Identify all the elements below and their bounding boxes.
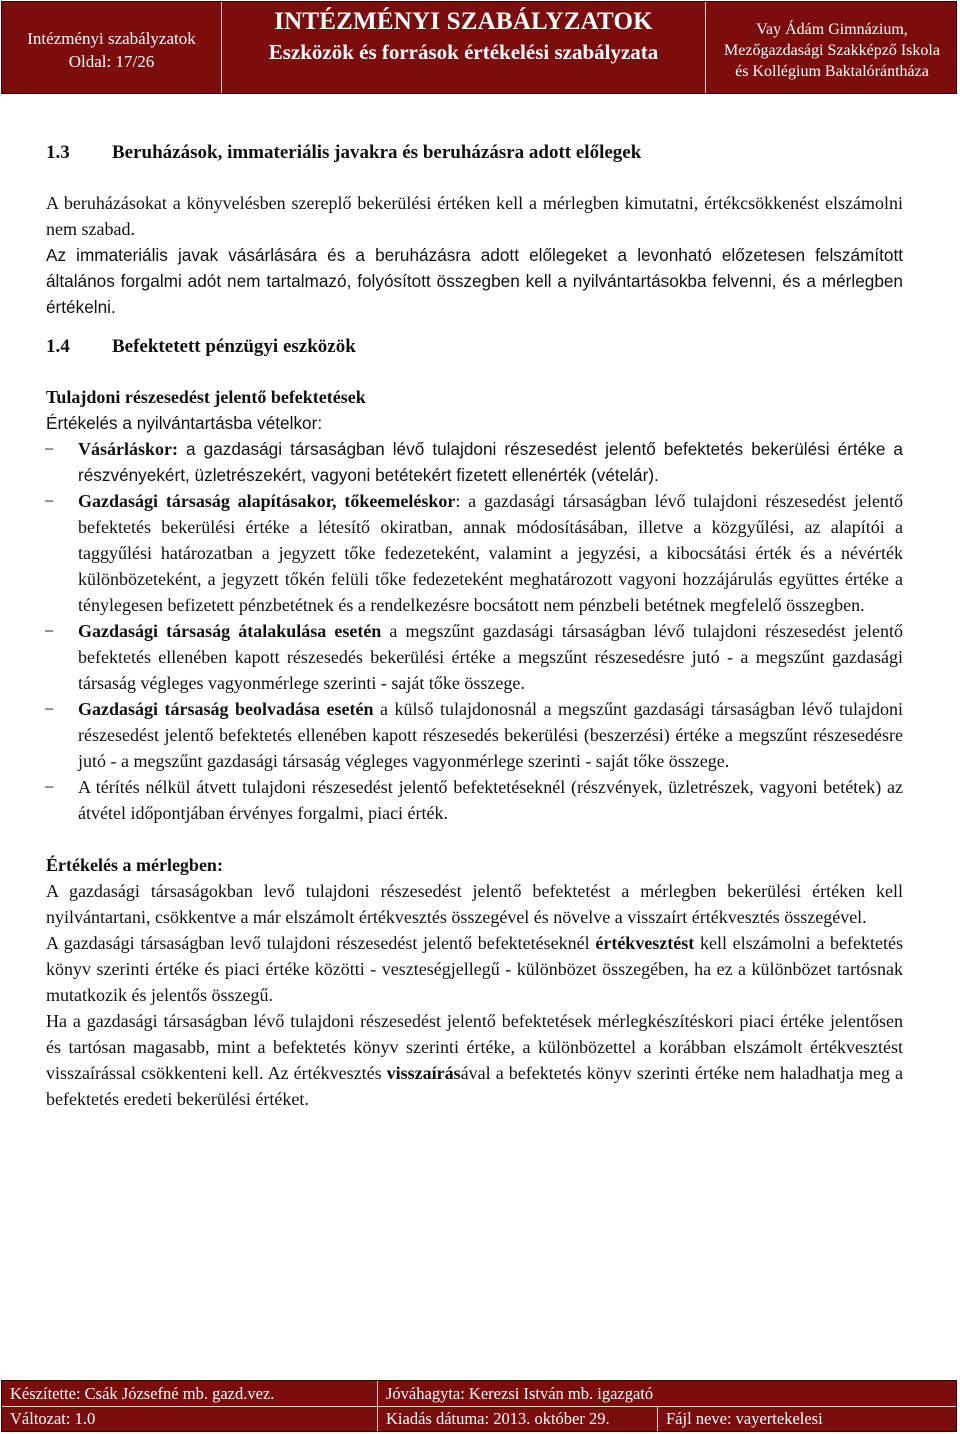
header-page-number: Oldal: 17/26 [68,52,155,71]
list-item [46,488,903,618]
list-item [46,436,903,488]
item-lead: Vásárláskor: [78,439,178,459]
footer-version: Változat: 1.0 [2,1406,378,1431]
item-text: a gazdasági társaságban lévő tulajdoni részesedést jelentő befektetés bekerülési értéke a részvényekért, üzletrészekért, vagyoni betétekért fizetett ellenérték (vételár). [78,439,903,485]
paragraph [46,930,903,1008]
emphasis: értékvesztést [595,933,695,953]
page-header [1,1,957,94]
header-institution-line2: Mezőgazdasági Szakképző Iskola [724,42,940,59]
dash-bullet: − [44,699,55,719]
section-heading-1-3 [46,140,903,166]
section-heading-1-4 [46,334,903,360]
dash-bullet: − [44,621,55,641]
emphasis: visszaírás [386,1063,461,1083]
item-lead: Gazdasági társaság beolvadása esetén [78,699,374,719]
paragraph-text: kell elszámolni a befektetés könyv szerinti értéke és piaci értéke közötti - veszteségjellegű - különbözet összegében, ha ez a különbözet tartósnak mutatkozik és jelentős összegű. [46,933,903,1005]
header-middle [222,2,706,93]
intro-line: Értékelés a nyilvántartásba vételkor: [46,413,323,433]
list-item [46,774,903,826]
paragraph-text: ával a befektetés könyv szerinti értéke nem haladhatja meg a befektetés eredeti bekerülési értéket. [46,1063,903,1109]
header-title: INTÉZMÉNYI SZABÁLYZATOK [274,8,653,35]
document-body [46,140,903,1112]
header-left [2,2,222,93]
page-footer [1,1380,957,1432]
item-lead: Gazdasági társaság alapításakor, tőkeemeléskor [78,491,456,511]
section-title: Befektetett pénzügyi eszközök [112,336,356,357]
header-doc-type: Intézményi szabályzatok [27,29,196,48]
dash-bullet: − [44,491,55,511]
header-right [706,2,958,93]
paragraph-text: Ha a gazdasági társaságban lévő tulajdoni részesedést jelentő befektetések mérlegkészítéskori piaci értéke jelentősen és tartósan magasabb, mint a befektetés könyv szerinti értéke, a különbözettel a korábban elszámolt értékvesztést visszaírással csökkenteni kell. Az értékvesztés [46,1011,903,1083]
footer-approved-by: Jóváhagyta: Kerezsi István mb. igazgató [386,1384,654,1403]
section-title: Beruházások, immateriális javakra és beruházásra adott előlegek [112,142,642,163]
list-item [46,696,903,774]
list-item [46,618,903,696]
section-number: 1.4 [46,336,70,357]
footer-file-name: Fájl neve: vayertekelesi [666,1409,823,1428]
paragraph: A beruházásokat a könyvelésben szereplő bekerülési értéken kell a mérlegben kimutatni, értékcsökkenést elszámolni nem szabad. [46,193,903,239]
dash-bullet: − [44,777,55,797]
section-number: 1.3 [46,142,70,163]
header-subtitle: Eszközök és források értékelési szabályzata [268,40,659,64]
footer-prepared-by: Készítette: Csák Józsefné mb. gazd.vez. [2,1381,378,1406]
paragraph: A gazdasági társaságokban levő tulajdoni részesedést jelentő befektetést a mérlegben bekerülési értéken kell nyilvántartani, csökkentve a már elszámolt értékvesztés összegével és növelve a visszaírt értékvesztés összegével. [46,881,903,927]
footer-row [2,1381,956,1407]
valuation-list [46,436,903,826]
item-text: : a gazdasági társaságban lévő tulajdoni részesedést jelentő befektetés bekerülési értéke a létesítő okiratban, annak módosításában, illetve a közgyűlési, az alapítói a taggyűlési határozatban a jegyzett tőke fedezeteként, valamint a jegyzési, a kibocsátási érték és a névérték különbözeteként, a jegyzett tőkén felüli tőke fedezeteként meghatározott vagyoni hozzájárulás együttes értéke a ténylegesen befizetett pénzbetétnek és a rendelkezésre bocsátott nem pénzbeli betétnek megfelelő összegben. [78,491,903,615]
footer-issue-date: Kiadás dátuma: 2013. október 29. [378,1406,658,1431]
paragraph-text: A gazdasági társaságban levő tulajdoni részesedést jelentő befektetéseknél [46,933,596,953]
item-text: a külső tulajdonosnál a megszűnt gazdasági társaságban lévő tulajdoni részesedést jelentő befektetés ellenében kapott részesedés bekerülési (beszerzési) értéke a megszűnt részesedésre jutó - a megszűnt gazdasági társaság végleges vagyonmérlege szerinti - saját tőke összege. [78,699,903,771]
item-lead: Gazdasági társaság átalakulása esetén [78,621,382,641]
footer-row [2,1406,956,1431]
header-institution-line3: és Kollégium Baktalórántháza [735,63,929,80]
dash-bullet: − [44,439,55,459]
paragraph [46,1008,903,1112]
item-text: a megszűnt gazdasági társaságban lévő tulajdoni részesedést jelentő befektetés ellenében kapott részesedés bekerülési értéke a megszűnt részesedésre jutó - a megszűnt gazdasági társaság végleges vagyonmérlege szerinti - saját tőke összege. [78,621,904,693]
item-text: A térítés nélkül átvett tulajdoni részesedést jelentő befektetéseknél (részvények, üzletrészek, vagyoni betétek) az átvétel időpontjában érvényes forgalmi, piaci érték. [78,777,903,823]
subheading: Értékelés a mérlegben: [46,855,223,875]
header-institution-line1: Vay Ádám Gimnázium, [756,21,908,38]
subheading: Tulajdoni részesedést jelentő befektetések [46,387,366,407]
paragraph: Az immateriális javak vásárlására és a beruházásra adott előlegeket a levonható előzetesen felszámított általános forgalmi adót nem tartalmazó, folyósított összegben kell a nyilvántartásokba felvenni, és a mérlegben értékelni. [46,245,903,317]
